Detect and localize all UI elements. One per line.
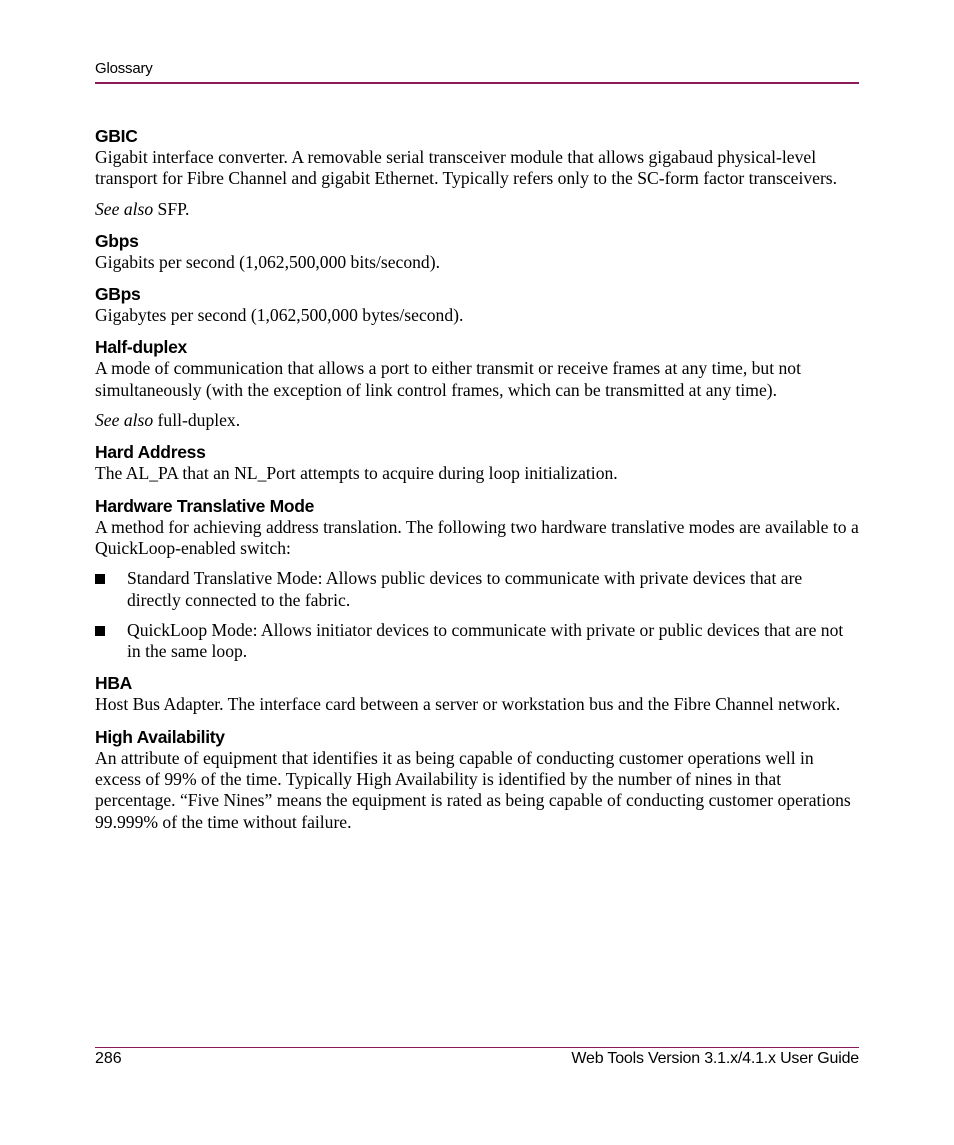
see-also-link[interactable]: full-duplex. bbox=[153, 410, 241, 431]
entry-term: Hardware Translative Mode bbox=[95, 495, 315, 516]
list-item bbox=[95, 620, 859, 663]
header-rule bbox=[95, 82, 859, 84]
entry-definition: Gigabits per second (1,062,500,000 bits/second). bbox=[95, 251, 440, 272]
square-bullet-icon bbox=[95, 626, 105, 636]
running-header: Glossary bbox=[95, 60, 153, 77]
entry-definition: An attribute of equipment that identifies it as being capable of conducting customer operations well in excess of 99% of the time. Typically High Availability is identified by the number of nines in that percentage. “Five Nines” means the equipment is rated as being capable of conducting customer operations 99.999% of the time without failure. bbox=[95, 747, 851, 832]
glossary-entry-hard-address bbox=[95, 442, 859, 484]
square-bullet-icon bbox=[95, 574, 105, 584]
glossary-entry-hba bbox=[95, 673, 859, 715]
entry-definition: The AL_PA that an NL_Port attempts to acquire during loop initialization. bbox=[95, 463, 618, 484]
entry-definition: Host Bus Adapter. The interface card between a server or workstation bus and the Fibre Channel network. bbox=[95, 694, 841, 715]
see-also-link[interactable]: SFP. bbox=[153, 198, 190, 219]
glossary-entry-high-availability bbox=[95, 727, 859, 833]
mode-list bbox=[95, 568, 859, 662]
see-also bbox=[95, 410, 859, 431]
glossary-entry-gbps bbox=[95, 231, 859, 273]
glossary-entry-gbytes bbox=[95, 284, 859, 326]
entry-definition: A method for achieving address translation. The following two hardware translative modes are available to a QuickLoop-enabled switch: bbox=[95, 516, 859, 558]
page-number: 286 bbox=[95, 1050, 122, 1067]
see-also bbox=[95, 199, 859, 220]
see-also-label: See also bbox=[95, 198, 154, 219]
entry-term: HBA bbox=[95, 673, 133, 694]
glossary-entry-half-duplex bbox=[95, 337, 859, 431]
list-item bbox=[95, 568, 859, 611]
entry-term: GBIC bbox=[95, 126, 138, 146]
list-item-text: Standard Translative Mode: Allows public devices to communicate with private devices that are directly connected to the fabric. bbox=[127, 568, 803, 610]
glossary-entry-hardware-translative-mode bbox=[95, 496, 859, 663]
entry-term: Half-duplex bbox=[95, 337, 187, 358]
see-also-label: See also bbox=[95, 410, 154, 431]
glossary-content bbox=[95, 126, 859, 844]
entry-definition: Gigabit interface converter. A removable serial transceiver module that allows gigabaud physical-level transport for Fibre Channel and gigabit Ethernet. Typically refers only to the SC-form factor transceivers. bbox=[95, 147, 838, 189]
list-item-text: QuickLoop Mode: Allows initiator devices to communicate with private or public devices that are not in the same loop. bbox=[127, 619, 844, 662]
entry-definition: Gigabytes per second (1,062,500,000 bytes/second). bbox=[95, 305, 464, 326]
entry-term: GBps bbox=[95, 284, 141, 305]
footer-rule bbox=[95, 1047, 859, 1048]
entry-term: Gbps bbox=[95, 230, 139, 251]
entry-term: Hard Address bbox=[95, 442, 206, 463]
glossary-entry-gbic bbox=[95, 126, 859, 220]
entry-definition: A mode of communication that allows a port to either transmit or receive frames at any time, but not simultaneously (with the exception of link control frames, which can be transmitted at any time). bbox=[95, 358, 801, 400]
entry-term: High Availability bbox=[95, 726, 225, 747]
document-title: Web Tools Version 3.1.x/4.1.x User Guide bbox=[571, 1050, 859, 1067]
